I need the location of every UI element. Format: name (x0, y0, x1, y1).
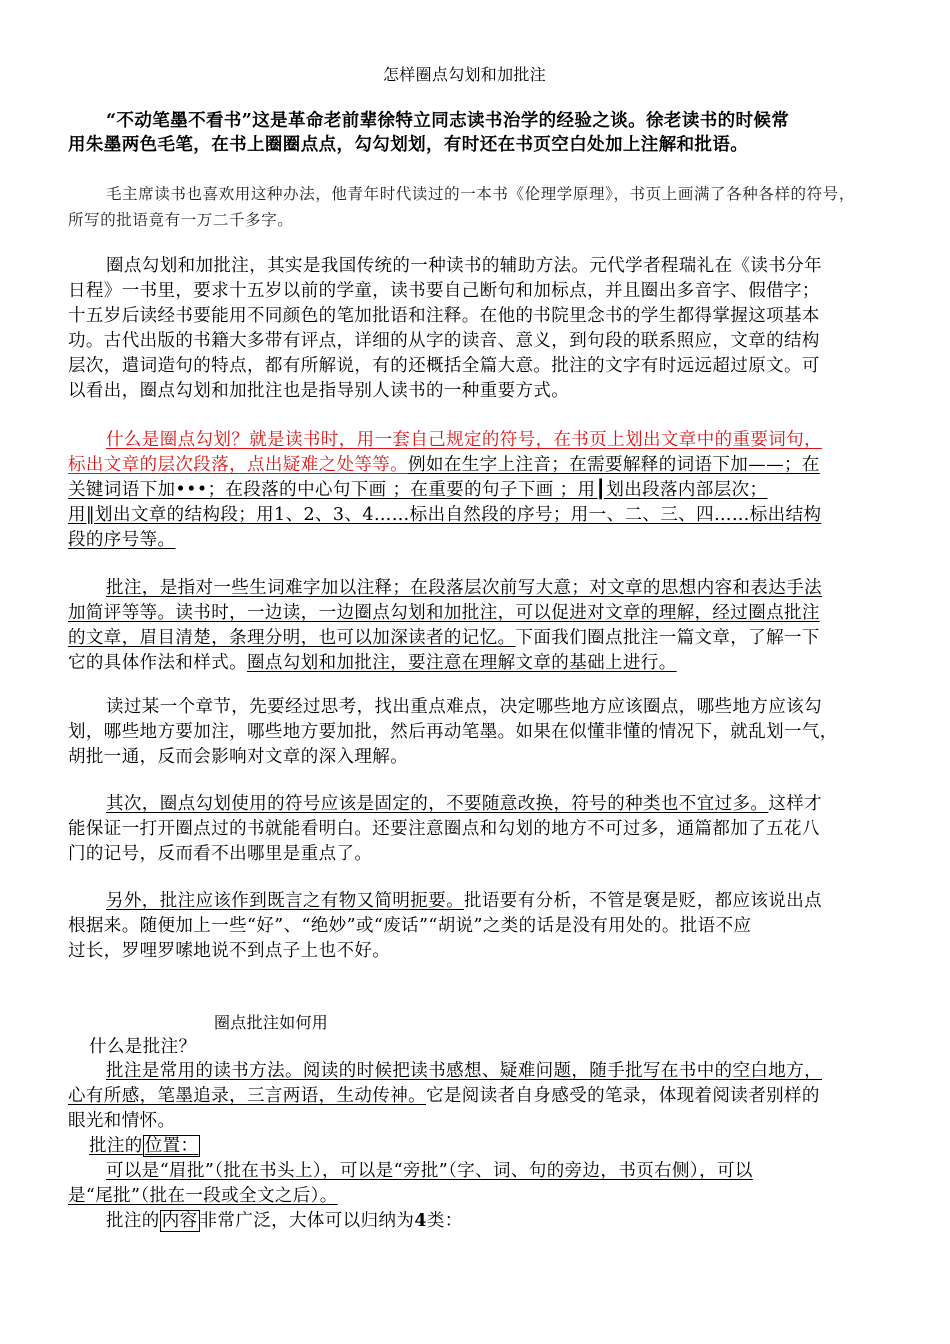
def-line-3: 眼光和情怀。 (68, 1111, 176, 1131)
p6-line-3: 过长，罗哩罗嗦地说不到点子上也不好。 (68, 941, 391, 961)
p4-line-3: 胡批一通，反而会影响对文章的深入理解。 (68, 747, 409, 767)
def-line-1: 批注是常用的读书方法。阅读的时候把读书感想、疑难问题，随手批写在书中的空白地方， (106, 1061, 822, 1081)
p2-line-1: 什么是圈点勾划？就是读书时，用一套自己规定的符号，在书页上划出文章中的重要词句， (106, 430, 822, 450)
p6-line-1-underlined: 另外，批注应该作到既言之有物又简明扼要。 (106, 891, 464, 911)
position-label-boxed: 位置： (144, 1136, 199, 1156)
content-boxed: 内容 (161, 1211, 198, 1231)
p2-line-4: 用‖划出文章的结构段；用1、2、3、4……标出自然段的序号；用一、二、三、四……标出结构 (68, 505, 822, 525)
p5-line-3: 门的记号，反而看不出哪里是重点了。 (68, 844, 373, 864)
p3-line-3 (68, 627, 820, 649)
p5-line-1-underlined: 其次，圈点勾划使用的符号应该是固定的，不要随意改换，符号的种类也不宜过多。 (106, 794, 769, 814)
position-label (89, 1135, 200, 1157)
p4-line-2: 划，哪些地方要加注，哪些地方要加批，然后再动笔墨。如果在似懂非懂的情况下，就乱划一气， (68, 722, 838, 742)
intro-line-1: “不动笔墨不看书”这是革命老前辈徐特立同志读书治学的经验之谈。徐老读书的时候常 (106, 111, 790, 131)
content-a: 批注的 (106, 1211, 160, 1231)
p2-line-2 (68, 454, 820, 476)
p6-line-2: 根据来。随便加上一些“好”、“绝妙”或“废话”“胡说”之类的话是没有用处的。批语不应 (68, 916, 752, 936)
p3-line-3-plain: 下面我们圈点批注一篇文章，了解一下 (515, 628, 820, 648)
p6-line-1 (106, 890, 822, 912)
content-c: 非常广泛，大体可以归纳为 (199, 1211, 415, 1231)
p3-line-4-plain: 它的具体作法和样式。 (68, 653, 247, 673)
content-d: 类： (426, 1211, 463, 1231)
mao-line-2: 所写的批语竟有一万二千多字。 (68, 211, 294, 229)
section2-question: 什么是批注？ (89, 1037, 197, 1057)
section2-heading: 圈点批注如何用 (214, 1013, 329, 1032)
def-line-2 (68, 1085, 820, 1107)
p1-line-1: 圈点勾划和加批注，其实是我国传统的一种读书的辅助方法。元代学者程瑞礼在《读书分年 (106, 256, 822, 276)
intro-line-2: 用朱墨两色毛笔，在书上圈圈点点，勾勾划划，有时还在书页空白处加上注解和批语。 (68, 135, 749, 155)
position-line-2: 是“尾批”（批在一段或全文之后）。 (68, 1186, 338, 1206)
p1-line-5: 层次，遣词造句的特点，都有所解说，有的还概括全篇大意。批注的文字有时远远超过原文。可 (68, 356, 820, 376)
p4-line-1: 读过某一个章节，先要经过思考，找出重点难点，决定哪些地方应该圈点，哪些地方应该勾 (106, 697, 822, 717)
p3-line-3-underlined: 的文章，眉目清楚，条理分明，也可以加深读者的记忆。 (68, 628, 516, 648)
p2-line-2-red: 标出文章的层次段落，点出疑难之处等等。 (68, 455, 409, 475)
p6-line-1-plain: 批语要有分析，不管是褒是贬，都应该说出点 (464, 891, 822, 911)
p1-line-2: 日程》一书里，要求十五岁以前的学童，读书要自己断句和加标点，并且圈出多音字、假借字； (68, 281, 820, 301)
p2-line-3: 关键词语下加•••；在段落的中心句下画 ；在重要的句子下画 ；用┃划出段落内部层次； (68, 480, 768, 500)
p3-line-4-underlined: 圈点勾划和加批注，要注意在理解文章的基础上进行。 (247, 653, 677, 673)
position-line-1: 可以是“眉批”（批在书头上），可以是“旁批”（字、词、句的旁边，书页右侧），可以 (106, 1161, 753, 1181)
p3-line-2: 加简评等等。读书时，一边读，一边圈点勾划和加批注，可以促进对文章的理解，经过圈点批注 (68, 603, 820, 623)
p1-line-3: 十五岁后读经书要能用不同颜色的笔加批语和注释。在他的书院里念书的学生都得掌握这项基本 (68, 306, 820, 326)
p5-line-2: 能保证一打开圈点过的书就能看明白。还要注意圈点和勾划的地方不可过多，通篇都加了五花八 (68, 819, 820, 839)
p5-line-1 (106, 793, 822, 815)
p2-line-5: 段的序号等。 (68, 530, 176, 550)
p5-line-1-plain: 这样才 (768, 794, 823, 814)
page-title: 怎样圈点勾划和加批注 (383, 65, 547, 84)
content-line (106, 1210, 463, 1232)
p2-line-2-black: 例如在生字上注音；在需要解释的词语下加——；在 (408, 455, 820, 475)
def-line-2-plain: 它是阅读者自身感受的笔录，体现着阅读者别样的 (426, 1086, 820, 1106)
content-number: 4 (414, 1211, 427, 1231)
def-line-2-underlined: 心有所感，笔墨追录，三言两语，生动传神。 (68, 1086, 426, 1106)
position-label-a: 批注的 (89, 1136, 143, 1156)
p1-line-6: 以看出，圈点勾划和加批注也是指导别人读书的一种重要方式。 (68, 381, 570, 401)
p3-line-4 (68, 652, 677, 674)
p3-line-1: 批注，是指对一些生词难字加以注释；在段落层次前写大意；对文章的思想内容和表达手法 (106, 578, 822, 598)
p1-line-4: 功。古代出版的书籍大多带有评点，详细的从字的读音、意义，到句段的联系照应，文章的结构 (68, 331, 820, 351)
mao-line-1: 毛主席读书也喜欢用这种办法，他青年时代读过的一本书《伦理学原理》，书页上画满了各种各样的符号， (106, 185, 855, 203)
